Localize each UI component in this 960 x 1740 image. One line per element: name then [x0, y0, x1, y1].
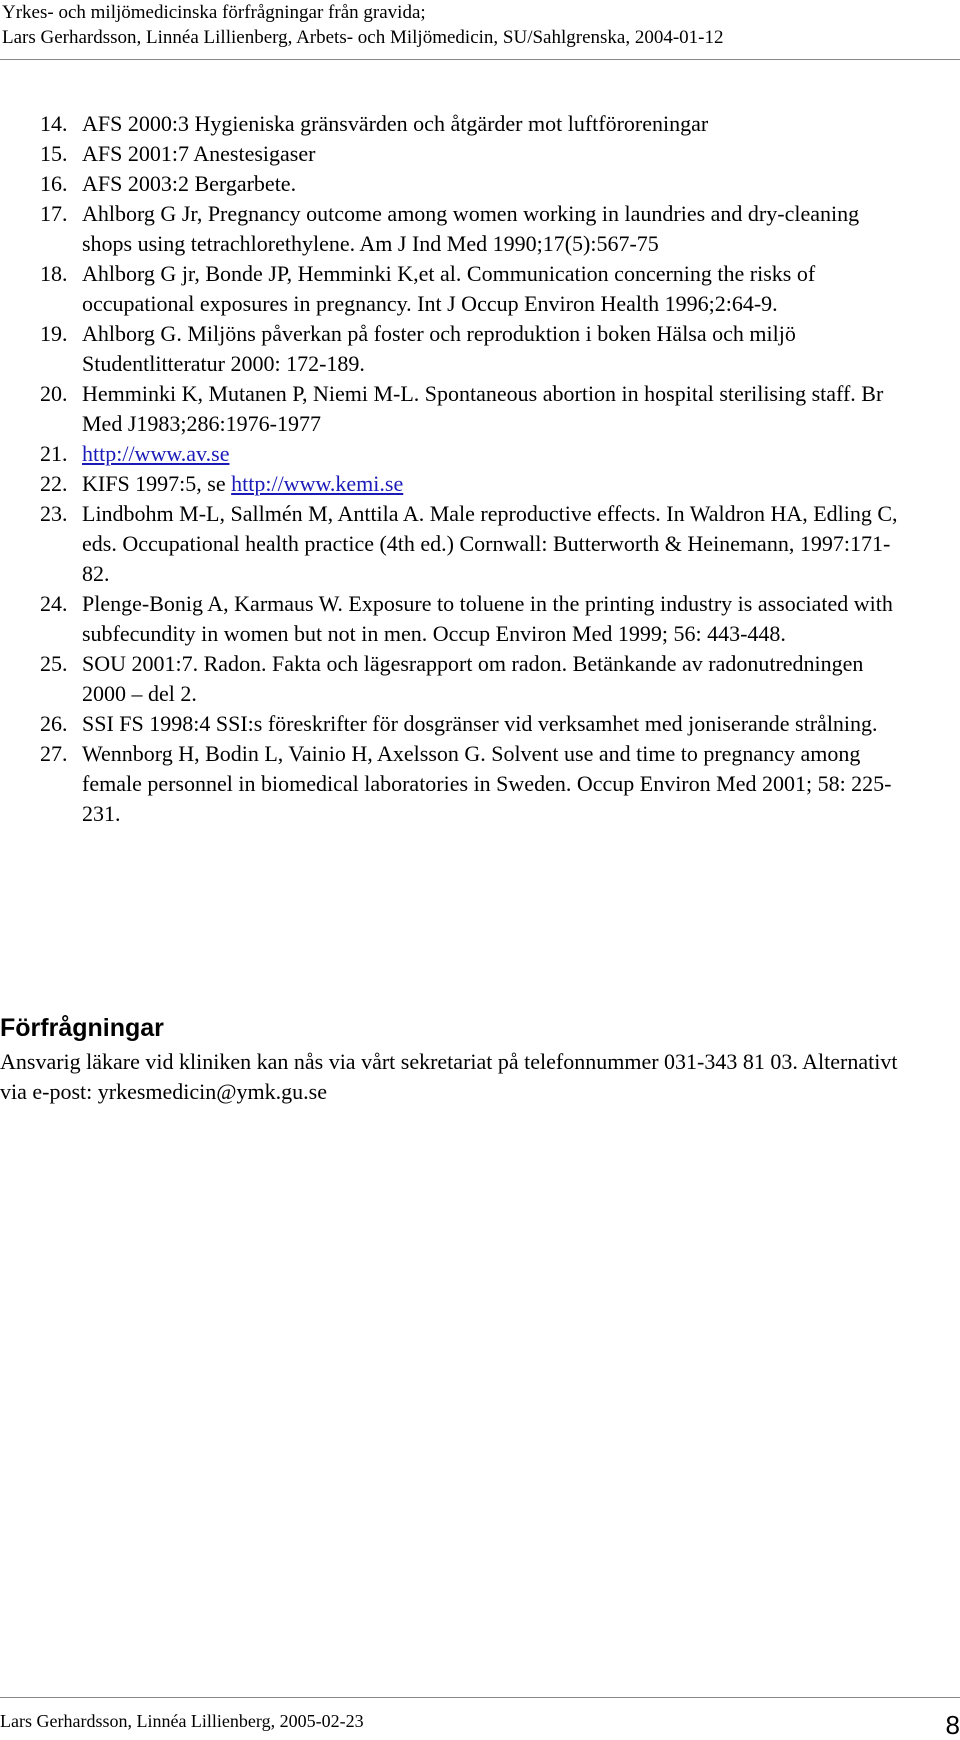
reference-prefix: KIFS 1997:5, se [82, 471, 232, 496]
reference-number: 25. [40, 651, 68, 676]
reference-text: Lindbohm M-L, Sallmén M, Anttila A. Male reproductive effects. In Waldron HA, Edling C, eds. Occupational health practice (4th ed.) Cornwall: Butterworth & Heinemann, 1997:171-82. [82, 501, 898, 586]
reference-item [40, 499, 910, 589]
reference-number: 24. [40, 591, 68, 616]
reference-text: AFS 2003:2 Bergarbete. [82, 171, 297, 196]
reference-number: 15. [40, 141, 68, 166]
reference-item [40, 649, 910, 709]
reference-number: 27. [40, 741, 68, 766]
reference-text: Plenge-Bonig A, Karmaus W. Exposure to toluene in the printing industry is associated with subfecundity in women but not in men. Occup Environ Med 1999; 56: 443-448. [82, 591, 893, 646]
reference-item [40, 589, 910, 649]
footer-authors-date: Lars Gerhardsson, Linnéa Lillienberg, 2005-02-23 [0, 1711, 364, 1731]
kemi-se-link[interactable]: http://www.kemi.se [231, 471, 404, 496]
inquiries-heading: Förfrågningar [0, 1014, 164, 1042]
reference-item [40, 739, 910, 829]
reference-number: 21. [40, 441, 68, 466]
reference-text: AFS 2000:3 Hygieniska gränsvärden och åtgärder mot luftföroreningar [82, 111, 709, 136]
reference-list [40, 109, 910, 829]
header-divider [0, 59, 960, 60]
footer-divider [0, 1697, 960, 1698]
reference-text [82, 439, 910, 469]
reference-item [40, 169, 910, 199]
reference-item [40, 439, 910, 469]
reference-number: 20. [40, 381, 68, 406]
header-authors: Lars Gerhardsson, Linnéa Lillienberg, Arbets- och Miljömedicin, SU/Sahlgrenska, 2004-01-12 [2, 27, 724, 48]
reference-text: SSI FS 1998:4 SSI:s föreskrifter för dosgränser vid verksamhet med joniserande strålning. [82, 711, 878, 736]
reference-number: 22. [40, 471, 68, 496]
inquiries-contact-text: Ansvarig läkare vid kliniken kan nås via vårt sekretariat på telefonnummer 031-343 81 03. Alternativt via e-post: yrkesmedicin@ymk.gu.se [0, 1049, 898, 1104]
header-title: Yrkes- och miljömedicinska förfrågningar från gravida; [2, 2, 426, 23]
reference-text: Ahlborg G Jr, Pregnancy outcome among women working in laundries and dry-cleaning shops using tetrachlorethylene. Am J Ind Med 1990;17(5):567-75 [82, 201, 860, 256]
reference-text: AFS 2001:7 Anestesigaser [82, 141, 316, 166]
reference-text [82, 469, 910, 499]
reference-number: 18. [40, 261, 68, 286]
reference-item [40, 199, 910, 259]
reference-number: 23. [40, 501, 68, 526]
page-number: 8 [945, 1710, 960, 1740]
reference-number: 16. [40, 171, 68, 196]
reference-text: Ahlborg G jr, Bonde JP, Hemminki K,et al. Communication concerning the risks of occupational exposures in pregnancy. Int J Occup Environ Health 1996;2:64-9. [82, 261, 816, 316]
reference-text: Ahlborg G. Miljöns påverkan på foster och reproduktion i boken Hälsa och miljö Studentlitteratur 2000: 172-189. [82, 321, 796, 376]
reference-number: 26. [40, 711, 68, 736]
reference-item [40, 259, 910, 319]
reference-number: 17. [40, 201, 68, 226]
reference-item [40, 319, 910, 379]
av-se-link[interactable]: http://www.av.se [82, 441, 230, 466]
reference-number: 19. [40, 321, 68, 346]
reference-text: Wennborg H, Bodin L, Vainio H, Axelsson G. Solvent use and time to pregnancy among female personnel in biomedical laboratories in Sweden. Occup Environ Med 2001; 58: 225-231. [82, 741, 892, 826]
reference-item [40, 139, 910, 169]
reference-text: SOU 2001:7. Radon. Fakta och lägesrapport om radon. Betänkande av radonutredningen 2000 – del 2. [82, 651, 864, 706]
page-header [2, 0, 952, 50]
reference-item [40, 709, 910, 739]
reference-text: Hemminki K, Mutanen P, Niemi M-L. Spontaneous abortion in hospital sterilising staff. Br Med J1983;286:1976-1977 [82, 381, 884, 436]
reference-number: 14. [40, 111, 68, 136]
reference-item [40, 379, 910, 439]
reference-item [40, 109, 910, 139]
reference-item [40, 469, 910, 499]
